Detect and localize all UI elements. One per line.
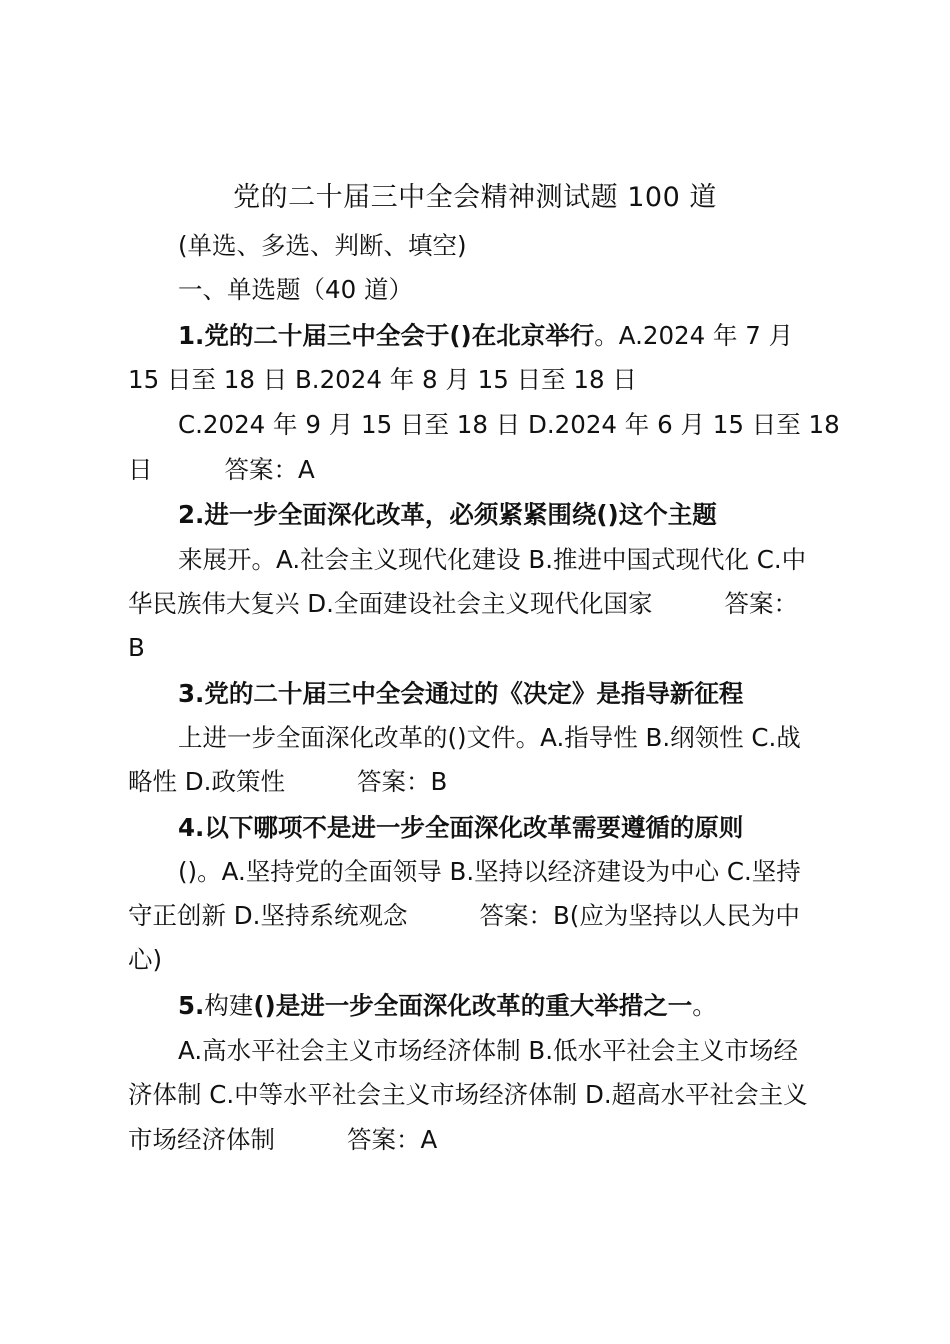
question-1-line-4: [128, 448, 315, 492]
question-5-line-4-text: 市场经济体制: [128, 1125, 275, 1154]
question-1-stem: 1.党的二十届三中全会于()在北京举行: [178, 321, 595, 350]
document-title: 党的二十届三中全会精神测试题 100 道: [233, 182, 717, 213]
question-4-answer-continuation: 心): [128, 945, 163, 974]
question-3-answer: 答案：B: [356, 767, 448, 796]
question-2-line-3-text: 华民族伟大复兴 D.全面建设社会主义现代化国家: [128, 589, 653, 618]
question-4-line-2: ()。A.坚持党的全面领导 B.坚持以经济建设为中心 C.坚持: [178, 857, 801, 886]
question-2-line-3: [128, 582, 798, 626]
question-2-line-2: 来展开。A.社会主义现代化建设 B.推进中国式现代化 C.中: [178, 545, 807, 574]
question-1-line-1: [178, 314, 793, 358]
question-4-line-3-text: 守正创新 D.坚持系统观念: [128, 901, 408, 930]
question-5-number: 5.: [178, 991, 205, 1020]
question-4-line-3: [128, 894, 800, 938]
question-1-option-a: 。A.2024 年 7 月: [594, 321, 794, 350]
question-1-line-2: 15 日至 18 日 B.2024 年 8 月 15 日至 18 日: [128, 365, 637, 394]
question-5-line-2: A.高水平社会主义市场经济体制 B.低水平社会主义市场经: [178, 1036, 798, 1065]
question-3-line-3-text: 略性 D.政策性: [128, 767, 285, 796]
question-5-stem: [178, 984, 717, 1028]
question-1-line-4-text: 日: [128, 455, 153, 484]
question-5-stem-text: ()是进一步全面深化改革的重大举措之一: [253, 991, 693, 1020]
question-4-answer: 答案：B(应为坚持以人民为中: [479, 901, 800, 930]
question-1-answer: 答案：A: [224, 455, 315, 484]
question-5-line-3: 济体制 C.中等水平社会主义市场经济体制 D.超高水平社会主义: [128, 1080, 808, 1109]
question-5-stem-word: 构建: [204, 991, 254, 1020]
question-3-stem: 3.党的二十届三中全会通过的《决定》是指导新征程: [178, 679, 744, 708]
question-2-answer-label: 答案：: [724, 589, 798, 618]
question-5-stem-end: 。: [692, 991, 717, 1020]
question-1-line-3: C.2024 年 9 月 15 日至 18 日 D.2024 年 6 月 15 日至 18: [178, 410, 840, 439]
question-2-answer-value: B: [128, 633, 145, 662]
question-2-stem: 2.进一步全面深化改革，必须紧紧围绕()这个主题: [178, 500, 717, 529]
section-heading: 一、单选题（40 道）: [178, 275, 413, 304]
question-3-line-3: [128, 760, 447, 804]
subtitle: (单选、多选、判断、填空): [178, 231, 467, 260]
question-3-line-2: 上进一步全面深化改革的()文件。A.指导性 B.纲领性 C.战: [178, 723, 801, 752]
question-5-line-4: [128, 1118, 437, 1162]
question-5-answer: 答案：A: [347, 1125, 438, 1154]
question-4-stem: 4.以下哪项不是进一步全面深化改革需要遵循的原则: [178, 813, 744, 842]
